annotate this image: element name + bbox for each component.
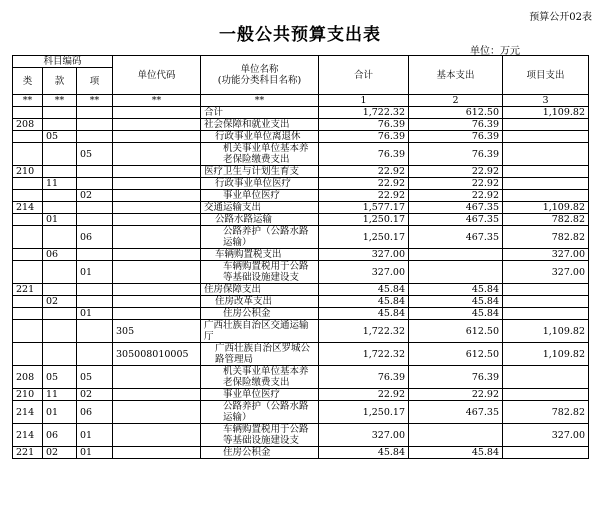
cell-unit-name: 住房公积金 bbox=[201, 447, 319, 459]
cell-xiang bbox=[77, 202, 113, 214]
cell-xiang: 01 bbox=[77, 447, 113, 459]
cell-unit-name: 事业单位医疗 bbox=[201, 190, 319, 202]
cell-lei: 221 bbox=[13, 284, 43, 296]
cell-project: 1,109.82 bbox=[503, 320, 589, 343]
header-kuan: 款 bbox=[43, 68, 77, 95]
cell-basic: 467.35 bbox=[409, 214, 503, 226]
cell-unit-code: 305 bbox=[113, 320, 201, 343]
marker-cell: ** bbox=[113, 95, 201, 107]
cell-basic: 612.50 bbox=[409, 320, 503, 343]
cell-kuan bbox=[43, 119, 77, 131]
cell-project bbox=[503, 308, 589, 320]
cell-unit-code bbox=[113, 249, 201, 261]
cell-basic: 76.39 bbox=[409, 143, 503, 166]
table-row bbox=[13, 214, 589, 226]
cell-project: 327.00 bbox=[503, 249, 589, 261]
cell-lei bbox=[13, 308, 43, 320]
table-row bbox=[13, 249, 589, 261]
cell-basic: 612.50 bbox=[409, 343, 503, 366]
cell-kuan: 11 bbox=[43, 178, 77, 190]
cell-unit-code bbox=[113, 214, 201, 226]
cell-project bbox=[503, 190, 589, 202]
cell-kuan: 01 bbox=[43, 401, 77, 424]
cell-project bbox=[503, 389, 589, 401]
cell-unit-name: 事业单位医疗 bbox=[201, 389, 319, 401]
header-basic: 基本支出 bbox=[409, 56, 503, 95]
cell-basic: 22.92 bbox=[409, 178, 503, 190]
cell-project bbox=[503, 366, 589, 389]
cell-total: 1,577.17 bbox=[319, 202, 409, 214]
cell-total: 76.39 bbox=[319, 131, 409, 143]
cell-project: 1,109.82 bbox=[503, 202, 589, 214]
cell-basic: 22.92 bbox=[409, 190, 503, 202]
table-row bbox=[13, 447, 589, 459]
cell-unit-code bbox=[113, 389, 201, 401]
cell-total: 1,722.32 bbox=[319, 107, 409, 119]
cell-xiang: 02 bbox=[77, 190, 113, 202]
cell-unit-code bbox=[113, 261, 201, 284]
cell-basic: 45.84 bbox=[409, 284, 503, 296]
cell-total: 1,722.32 bbox=[319, 320, 409, 343]
table-row bbox=[13, 131, 589, 143]
cell-project: 327.00 bbox=[503, 424, 589, 447]
cell-xiang bbox=[77, 107, 113, 119]
table-row bbox=[13, 296, 589, 308]
cell-lei: 210 bbox=[13, 166, 43, 178]
cell-unit-code bbox=[113, 226, 201, 249]
cell-kuan bbox=[43, 166, 77, 178]
cell-unit-code: 305008010005 bbox=[113, 343, 201, 366]
cell-total: 45.84 bbox=[319, 296, 409, 308]
cell-total: 45.84 bbox=[319, 284, 409, 296]
cell-xiang: 05 bbox=[77, 366, 113, 389]
cell-lei bbox=[13, 320, 43, 343]
cell-xiang: 02 bbox=[77, 389, 113, 401]
cell-kuan: 02 bbox=[43, 447, 77, 459]
cell-basic: 467.35 bbox=[409, 226, 503, 249]
cell-basic: 45.84 bbox=[409, 308, 503, 320]
cell-kuan bbox=[43, 202, 77, 214]
cell-unit-name: 住房改革支出 bbox=[201, 296, 319, 308]
cell-project: 782.82 bbox=[503, 214, 589, 226]
cell-kuan bbox=[43, 284, 77, 296]
cell-project: 1,109.82 bbox=[503, 107, 589, 119]
table-row bbox=[13, 284, 589, 296]
marker-cell: 2 bbox=[409, 95, 503, 107]
cell-total: 1,722.32 bbox=[319, 343, 409, 366]
cell-total: 1,250.17 bbox=[319, 214, 409, 226]
cell-unit-name: 机关事业单位基本养老保险缴费支出 bbox=[201, 366, 319, 389]
cell-unit-code bbox=[113, 202, 201, 214]
cell-total: 76.39 bbox=[319, 143, 409, 166]
cell-project bbox=[503, 131, 589, 143]
header-total: 合计 bbox=[319, 56, 409, 95]
cell-unit-code bbox=[113, 143, 201, 166]
page-title: 一般公共预算支出表 bbox=[219, 25, 381, 45]
cell-unit-code bbox=[113, 447, 201, 459]
cell-unit-code bbox=[113, 190, 201, 202]
cell-total: 45.84 bbox=[319, 308, 409, 320]
cell-lei bbox=[13, 178, 43, 190]
table-row bbox=[13, 308, 589, 320]
cell-xiang bbox=[77, 343, 113, 366]
cell-total: 45.84 bbox=[319, 447, 409, 459]
cell-unit-code bbox=[113, 107, 201, 119]
cell-lei bbox=[13, 249, 43, 261]
marker-cell: ** bbox=[77, 95, 113, 107]
cell-kuan: 06 bbox=[43, 249, 77, 261]
cell-lei: 221 bbox=[13, 447, 43, 459]
cell-xiang: 01 bbox=[77, 261, 113, 284]
cell-basic: 22.92 bbox=[409, 389, 503, 401]
marker-cell: ** bbox=[13, 95, 43, 107]
cell-kuan: 06 bbox=[43, 424, 77, 447]
marker-cell: ** bbox=[43, 95, 77, 107]
cell-unit-code bbox=[113, 401, 201, 424]
cell-unit-name: 公路水路运输 bbox=[201, 214, 319, 226]
cell-total: 76.39 bbox=[319, 119, 409, 131]
cell-unit-code bbox=[113, 131, 201, 143]
table-row bbox=[13, 389, 589, 401]
cell-unit-name: 社会保障和就业支出 bbox=[201, 119, 319, 131]
cell-unit-code bbox=[113, 284, 201, 296]
cell-unit-name: 公路养护（公路水路运输） bbox=[201, 226, 319, 249]
table-row bbox=[13, 119, 589, 131]
table-row bbox=[13, 424, 589, 447]
cell-unit-name: 交通运输支出 bbox=[201, 202, 319, 214]
cell-total: 327.00 bbox=[319, 261, 409, 284]
cell-unit-name: 车辆购置税用于公路等基础设施建设支 bbox=[201, 424, 319, 447]
cell-project bbox=[503, 166, 589, 178]
cell-xiang bbox=[77, 131, 113, 143]
cell-project: 327.00 bbox=[503, 261, 589, 284]
cell-kuan: 01 bbox=[43, 214, 77, 226]
header-subject-code: 科目编码 bbox=[13, 56, 113, 68]
cell-kuan bbox=[43, 143, 77, 166]
marker-cell: ** bbox=[201, 95, 319, 107]
cell-kuan bbox=[43, 107, 77, 119]
cell-lei: 208 bbox=[13, 366, 43, 389]
cell-total: 22.92 bbox=[319, 178, 409, 190]
cell-xiang bbox=[77, 296, 113, 308]
table-row bbox=[13, 366, 589, 389]
cell-kuan bbox=[43, 320, 77, 343]
cell-total: 22.92 bbox=[319, 166, 409, 178]
cell-basic: 45.84 bbox=[409, 447, 503, 459]
cell-unit-code bbox=[113, 296, 201, 308]
cell-basic: 612.50 bbox=[409, 107, 503, 119]
cell-unit-code bbox=[113, 366, 201, 389]
cell-unit-name: 公路养护（公路水路运输） bbox=[201, 401, 319, 424]
cell-lei bbox=[13, 226, 43, 249]
cell-xiang: 05 bbox=[77, 143, 113, 166]
cell-xiang bbox=[77, 166, 113, 178]
cell-unit-name: 广西壮族自治区交通运输厅 bbox=[201, 320, 319, 343]
cell-xiang bbox=[77, 178, 113, 190]
cell-project: 782.82 bbox=[503, 401, 589, 424]
cell-xiang: 06 bbox=[77, 226, 113, 249]
cell-unit-code bbox=[113, 308, 201, 320]
form-code: 预算公开02表 bbox=[529, 12, 592, 23]
header-unit-code: 单位代码 bbox=[113, 56, 201, 95]
cell-lei bbox=[13, 107, 43, 119]
unit-label: 单位：万元 bbox=[470, 46, 520, 57]
cell-unit-name: 车辆购置税用于公路等基础设施建设支 bbox=[201, 261, 319, 284]
cell-total: 327.00 bbox=[319, 424, 409, 447]
table-row bbox=[13, 261, 589, 284]
cell-basic bbox=[409, 424, 503, 447]
cell-kuan bbox=[43, 190, 77, 202]
cell-kuan: 02 bbox=[43, 296, 77, 308]
table-row bbox=[13, 401, 589, 424]
cell-project: 782.82 bbox=[503, 226, 589, 249]
cell-project bbox=[503, 284, 589, 296]
cell-unit-code bbox=[113, 178, 201, 190]
cell-project bbox=[503, 296, 589, 308]
table-row bbox=[13, 107, 589, 119]
cell-basic: 467.35 bbox=[409, 401, 503, 424]
cell-xiang bbox=[77, 214, 113, 226]
cell-kuan: 11 bbox=[43, 389, 77, 401]
cell-total: 76.39 bbox=[319, 366, 409, 389]
cell-unit-name: 住房公积金 bbox=[201, 308, 319, 320]
header-unit-name: 单位名称 (功能分类科目名称) bbox=[201, 56, 319, 95]
cell-project: 1,109.82 bbox=[503, 343, 589, 366]
cell-total: 327.00 bbox=[319, 249, 409, 261]
marker-row bbox=[13, 95, 589, 107]
table-row bbox=[13, 343, 589, 366]
cell-xiang bbox=[77, 284, 113, 296]
cell-lei bbox=[13, 143, 43, 166]
cell-total: 22.92 bbox=[319, 389, 409, 401]
cell-lei bbox=[13, 296, 43, 308]
table-row bbox=[13, 320, 589, 343]
cell-unit-code bbox=[113, 166, 201, 178]
cell-kuan: 05 bbox=[43, 131, 77, 143]
table-row bbox=[13, 143, 589, 166]
cell-project bbox=[503, 178, 589, 190]
cell-lei bbox=[13, 190, 43, 202]
cell-project bbox=[503, 119, 589, 131]
cell-xiang: 06 bbox=[77, 401, 113, 424]
cell-unit-code bbox=[113, 424, 201, 447]
cell-total: 22.92 bbox=[319, 190, 409, 202]
cell-lei: 208 bbox=[13, 119, 43, 131]
cell-unit-name: 机关事业单位基本养老保险缴费支出 bbox=[201, 143, 319, 166]
cell-xiang: 01 bbox=[77, 308, 113, 320]
cell-basic: 22.92 bbox=[409, 166, 503, 178]
cell-basic: 76.39 bbox=[409, 366, 503, 389]
cell-basic: 76.39 bbox=[409, 119, 503, 131]
cell-unit-name: 住房保障支出 bbox=[201, 284, 319, 296]
cell-lei: 210 bbox=[13, 389, 43, 401]
cell-total: 1,250.17 bbox=[319, 401, 409, 424]
cell-xiang bbox=[77, 320, 113, 343]
cell-kuan bbox=[43, 226, 77, 249]
cell-kuan bbox=[43, 343, 77, 366]
cell-project bbox=[503, 447, 589, 459]
cell-unit-name: 医疗卫生与计划生育支 bbox=[201, 166, 319, 178]
cell-kuan bbox=[43, 308, 77, 320]
table-row bbox=[13, 202, 589, 214]
budget-table bbox=[12, 55, 589, 459]
cell-xiang bbox=[77, 249, 113, 261]
cell-xiang: 01 bbox=[77, 424, 113, 447]
table-row bbox=[13, 190, 589, 202]
cell-kuan: 05 bbox=[43, 366, 77, 389]
cell-xiang bbox=[77, 119, 113, 131]
header-lei: 类 bbox=[13, 68, 43, 95]
table-row bbox=[13, 226, 589, 249]
cell-basic: 45.84 bbox=[409, 296, 503, 308]
cell-project bbox=[503, 143, 589, 166]
cell-total: 1,250.17 bbox=[319, 226, 409, 249]
cell-lei: 214 bbox=[13, 401, 43, 424]
cell-basic: 467.35 bbox=[409, 202, 503, 214]
cell-lei bbox=[13, 214, 43, 226]
header-project: 项目支出 bbox=[503, 56, 589, 95]
table-row bbox=[13, 166, 589, 178]
cell-unit-name: 行政事业单位离退休 bbox=[201, 131, 319, 143]
cell-basic bbox=[409, 261, 503, 284]
header-xiang: 项 bbox=[77, 68, 113, 95]
cell-unit-name: 广西壮族自治区罗城公路管理局 bbox=[201, 343, 319, 366]
cell-kuan bbox=[43, 261, 77, 284]
marker-cell: 3 bbox=[503, 95, 589, 107]
cell-lei bbox=[13, 131, 43, 143]
cell-lei bbox=[13, 343, 43, 366]
cell-lei: 214 bbox=[13, 202, 43, 214]
table-row bbox=[13, 178, 589, 190]
cell-unit-name: 合计 bbox=[201, 107, 319, 119]
cell-lei: 214 bbox=[13, 424, 43, 447]
cell-unit-name: 车辆购置税支出 bbox=[201, 249, 319, 261]
cell-unit-name: 行政事业单位医疗 bbox=[201, 178, 319, 190]
cell-lei bbox=[13, 261, 43, 284]
marker-cell: 1 bbox=[319, 95, 409, 107]
cell-basic bbox=[409, 249, 503, 261]
cell-unit-code bbox=[113, 119, 201, 131]
cell-basic: 76.39 bbox=[409, 131, 503, 143]
